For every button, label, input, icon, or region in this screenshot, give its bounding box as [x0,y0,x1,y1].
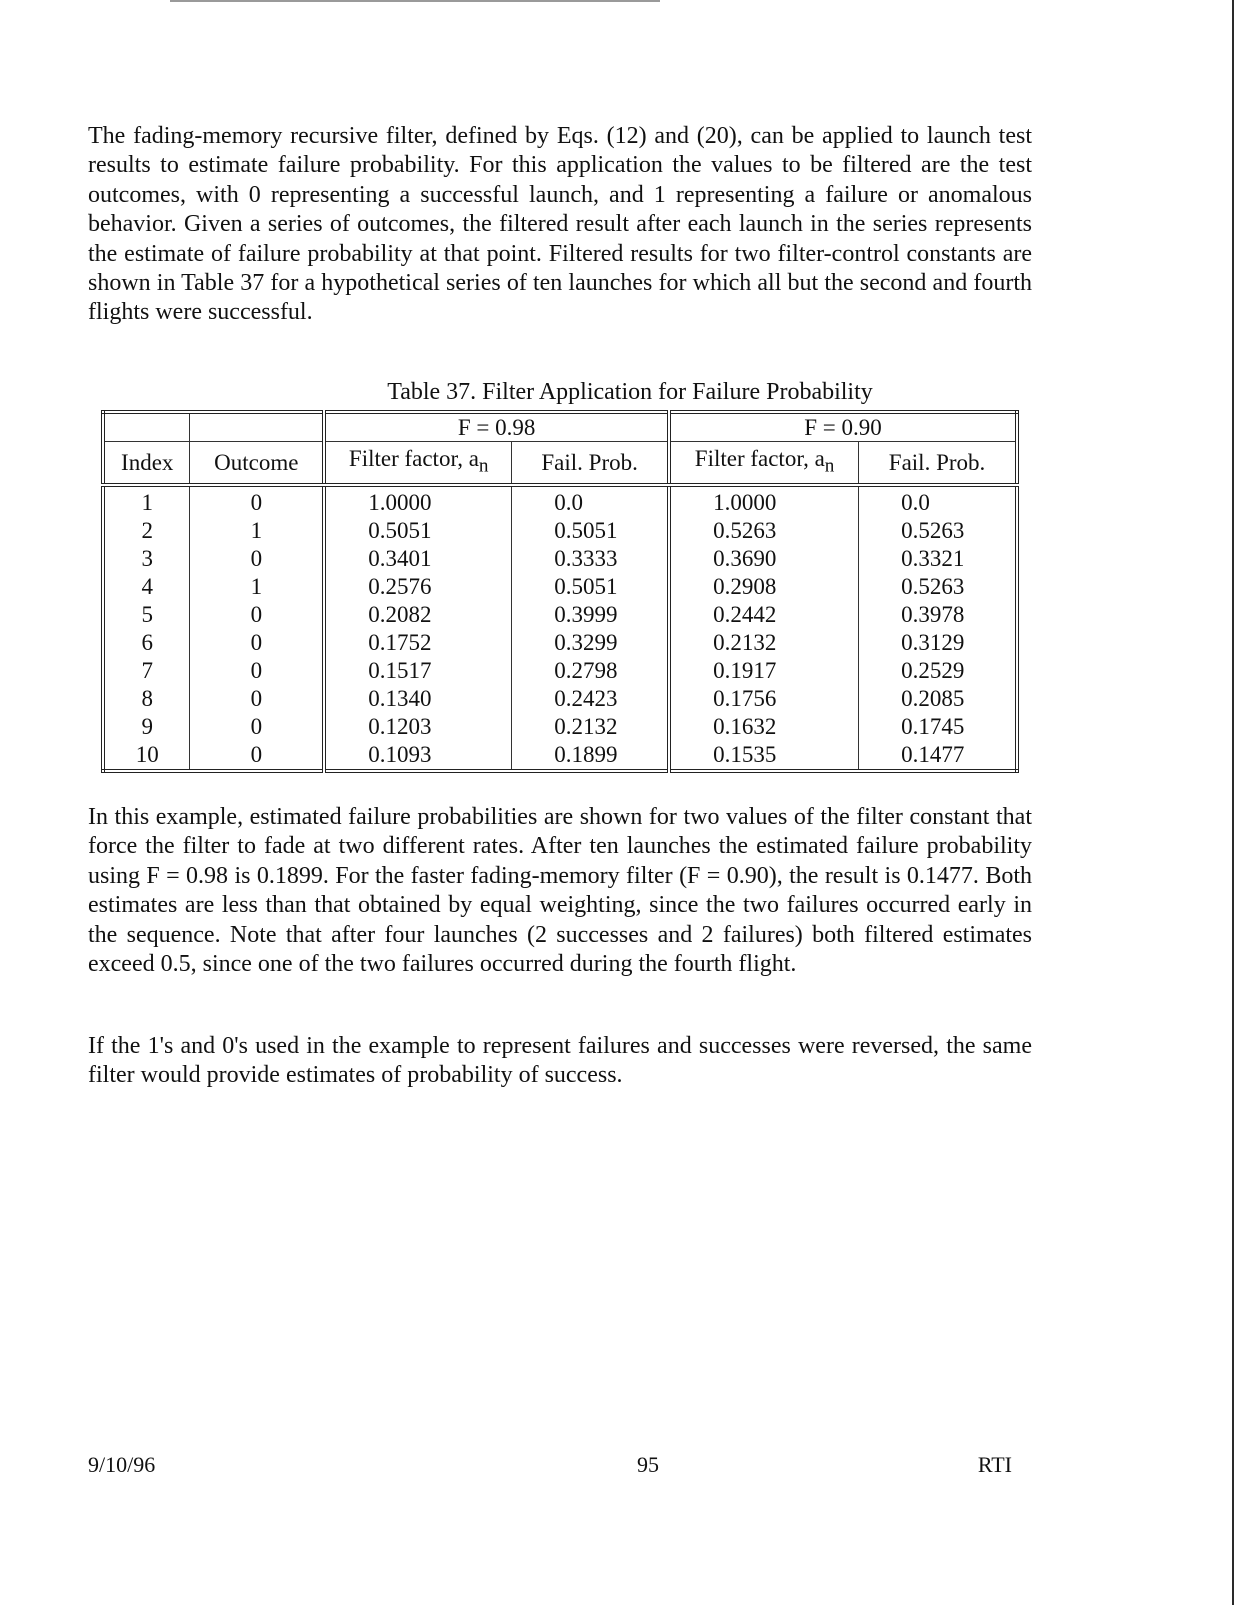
footer-organization: RTI [977,1452,1012,1477]
cell-outcome: 0 [190,629,324,657]
cell-outcome: 0 [190,713,324,741]
footer-date: 9/10/96 [88,1452,156,1477]
cell-index: 2 [103,517,190,545]
cell-fail-prob-090: 0.1745 [859,713,1017,741]
cell-filter-factor-098: 0.1093 [324,741,512,771]
cell-index: 7 [103,657,190,685]
table-row [103,485,1017,517]
cell-filter-factor-090: 0.1632 [669,713,859,741]
cell-outcome: 1 [190,517,324,545]
table-row [103,629,1017,657]
cell-filter-factor-098: 0.3401 [324,545,512,573]
cell-outcome: 0 [190,685,324,713]
filter-factor-label: Filter factor, a [348,446,479,471]
cell-filter-factor-090: 0.3690 [669,545,859,573]
cell-fail-prob-090: 0.1477 [859,741,1017,771]
cell-index: 8 [103,685,190,713]
table-row [103,573,1017,601]
cell-index: 9 [103,713,190,741]
cell-index: 10 [103,741,190,771]
cell-fail-prob-090: 0.2529 [859,657,1017,685]
cell-fail-prob-098: 0.3333 [512,545,669,573]
column-header-fail-prob-090: Fail. Prob. [859,442,1017,485]
table-row [103,685,1017,713]
group-header-empty-index [103,412,190,442]
table-row [103,657,1017,685]
cell-filter-factor-090: 0.2132 [669,629,859,657]
cell-filter-factor-098: 0.1517 [324,657,512,685]
cell-filter-factor-098: 0.1203 [324,713,512,741]
cell-filter-factor-098: 0.5051 [324,517,512,545]
table-group-header-row [103,412,1017,442]
cell-fail-prob-098: 0.3999 [512,601,669,629]
cell-outcome: 0 [190,485,324,517]
closing-paragraph: If the 1's and 0's used in the example to represent failures and successes were reversed, the same filter would provide estimates of probability of success. [88,1033,1032,1089]
cell-index: 6 [103,629,190,657]
table-row [103,517,1017,545]
cell-filter-factor-090: 0.2908 [669,573,859,601]
cell-filter-factor-090: 0.2442 [669,601,859,629]
cell-outcome: 0 [190,657,324,685]
cell-fail-prob-098: 0.5051 [512,573,669,601]
scan-artifact-top-line [170,0,660,2]
table-row [103,601,1017,629]
filter-factor-subscript: n [478,455,489,477]
cell-fail-prob-098: 0.2423 [512,685,669,713]
filter-results-table [101,410,1019,773]
cell-fail-prob-098: 0.2798 [512,657,669,685]
cell-fail-prob-090: 0.3321 [859,545,1017,573]
group-header-empty-outcome [190,412,324,442]
footer-page-number: 95 [637,1452,659,1477]
table-caption: Table 37. Filter Application for Failure Probability [387,379,873,405]
scan-artifact-right-edge [1232,0,1234,1605]
column-header-fail-prob-098: Fail. Prob. [512,442,669,485]
cell-outcome: 1 [190,573,324,601]
cell-fail-prob-098: 0.2132 [512,713,669,741]
cell-filter-factor-098: 0.2082 [324,601,512,629]
cell-fail-prob-098: 0.1899 [512,741,669,771]
cell-filter-factor-090: 0.1535 [669,741,859,771]
cell-outcome: 0 [190,601,324,629]
cell-index: 4 [103,573,190,601]
cell-filter-factor-090: 0.1756 [669,685,859,713]
cell-fail-prob-090: 0.5263 [859,573,1017,601]
cell-fail-prob-090: 0.3129 [859,629,1017,657]
cell-fail-prob-090: 0.5263 [859,517,1017,545]
group-header-f098: F = 0.98 [324,412,669,442]
cell-fail-prob-098: 0.0 [512,485,669,517]
cell-fail-prob-090: 0.2085 [859,685,1017,713]
cell-outcome: 0 [190,545,324,573]
cell-index: 5 [103,601,190,629]
table-body [103,485,1017,771]
intro-paragraph: The fading-memory recursive filter, defined by Eqs. (12) and (20), can be applied to launch test results to estimate failure probability. For this application the values to be filtered are the test outcomes, with 0 representing a successful launch, and 1 representing a failure or anomalous behavior. Given a series of outcomes, the filtered result after each launch in the series represents the estimate of failure probability at that point. Filtered results for two filter-control constants are shown in Table 37 for a hypothetical series of ten launches for which all but the second and fourth flights were successful. [88,123,1032,326]
cell-filter-factor-098: 0.1340 [324,685,512,713]
cell-filter-factor-090: 0.1917 [669,657,859,685]
cell-fail-prob-098: 0.3299 [512,629,669,657]
cell-fail-prob-090: 0.0 [859,485,1017,517]
column-header-index: Index [103,442,190,485]
table-column-header-row [103,442,1017,485]
table-row [103,741,1017,771]
cell-filter-factor-098: 0.1752 [324,629,512,657]
cell-filter-factor-090: 1.0000 [669,485,859,517]
table-row [103,545,1017,573]
cell-filter-factor-090: 0.5263 [669,517,859,545]
table-row [103,713,1017,741]
cell-fail-prob-090: 0.3978 [859,601,1017,629]
column-header-filter-factor-090 [669,442,859,485]
cell-index: 1 [103,485,190,517]
group-header-f090: F = 0.90 [669,412,1017,442]
filter-factor-label: Filter factor, a [694,446,825,471]
filter-factor-subscript: n [824,455,835,477]
cell-filter-factor-098: 1.0000 [324,485,512,517]
column-header-filter-factor-098 [324,442,512,485]
column-header-outcome: Outcome [190,442,324,485]
cell-fail-prob-098: 0.5051 [512,517,669,545]
cell-outcome: 0 [190,741,324,771]
cell-index: 3 [103,545,190,573]
discussion-paragraph: In this example, estimated failure probabilities are shown for two values of the filter constant that force the filter to fade at two different rates. After ten launches the estimated failure probability using F = 0.98 is 0.1899. For the faster fading-memory filter (F = 0.90), the result is 0.1477. Both estimates are less than that obtained by equal weighting, since the two failures occurred early in the sequence. Note that after four launches (2 successes and 2 failures) both filtered estimates exceed 0.5, since one of the two failures occurred during the fourth flight. [88,804,1032,978]
cell-filter-factor-098: 0.2576 [324,573,512,601]
